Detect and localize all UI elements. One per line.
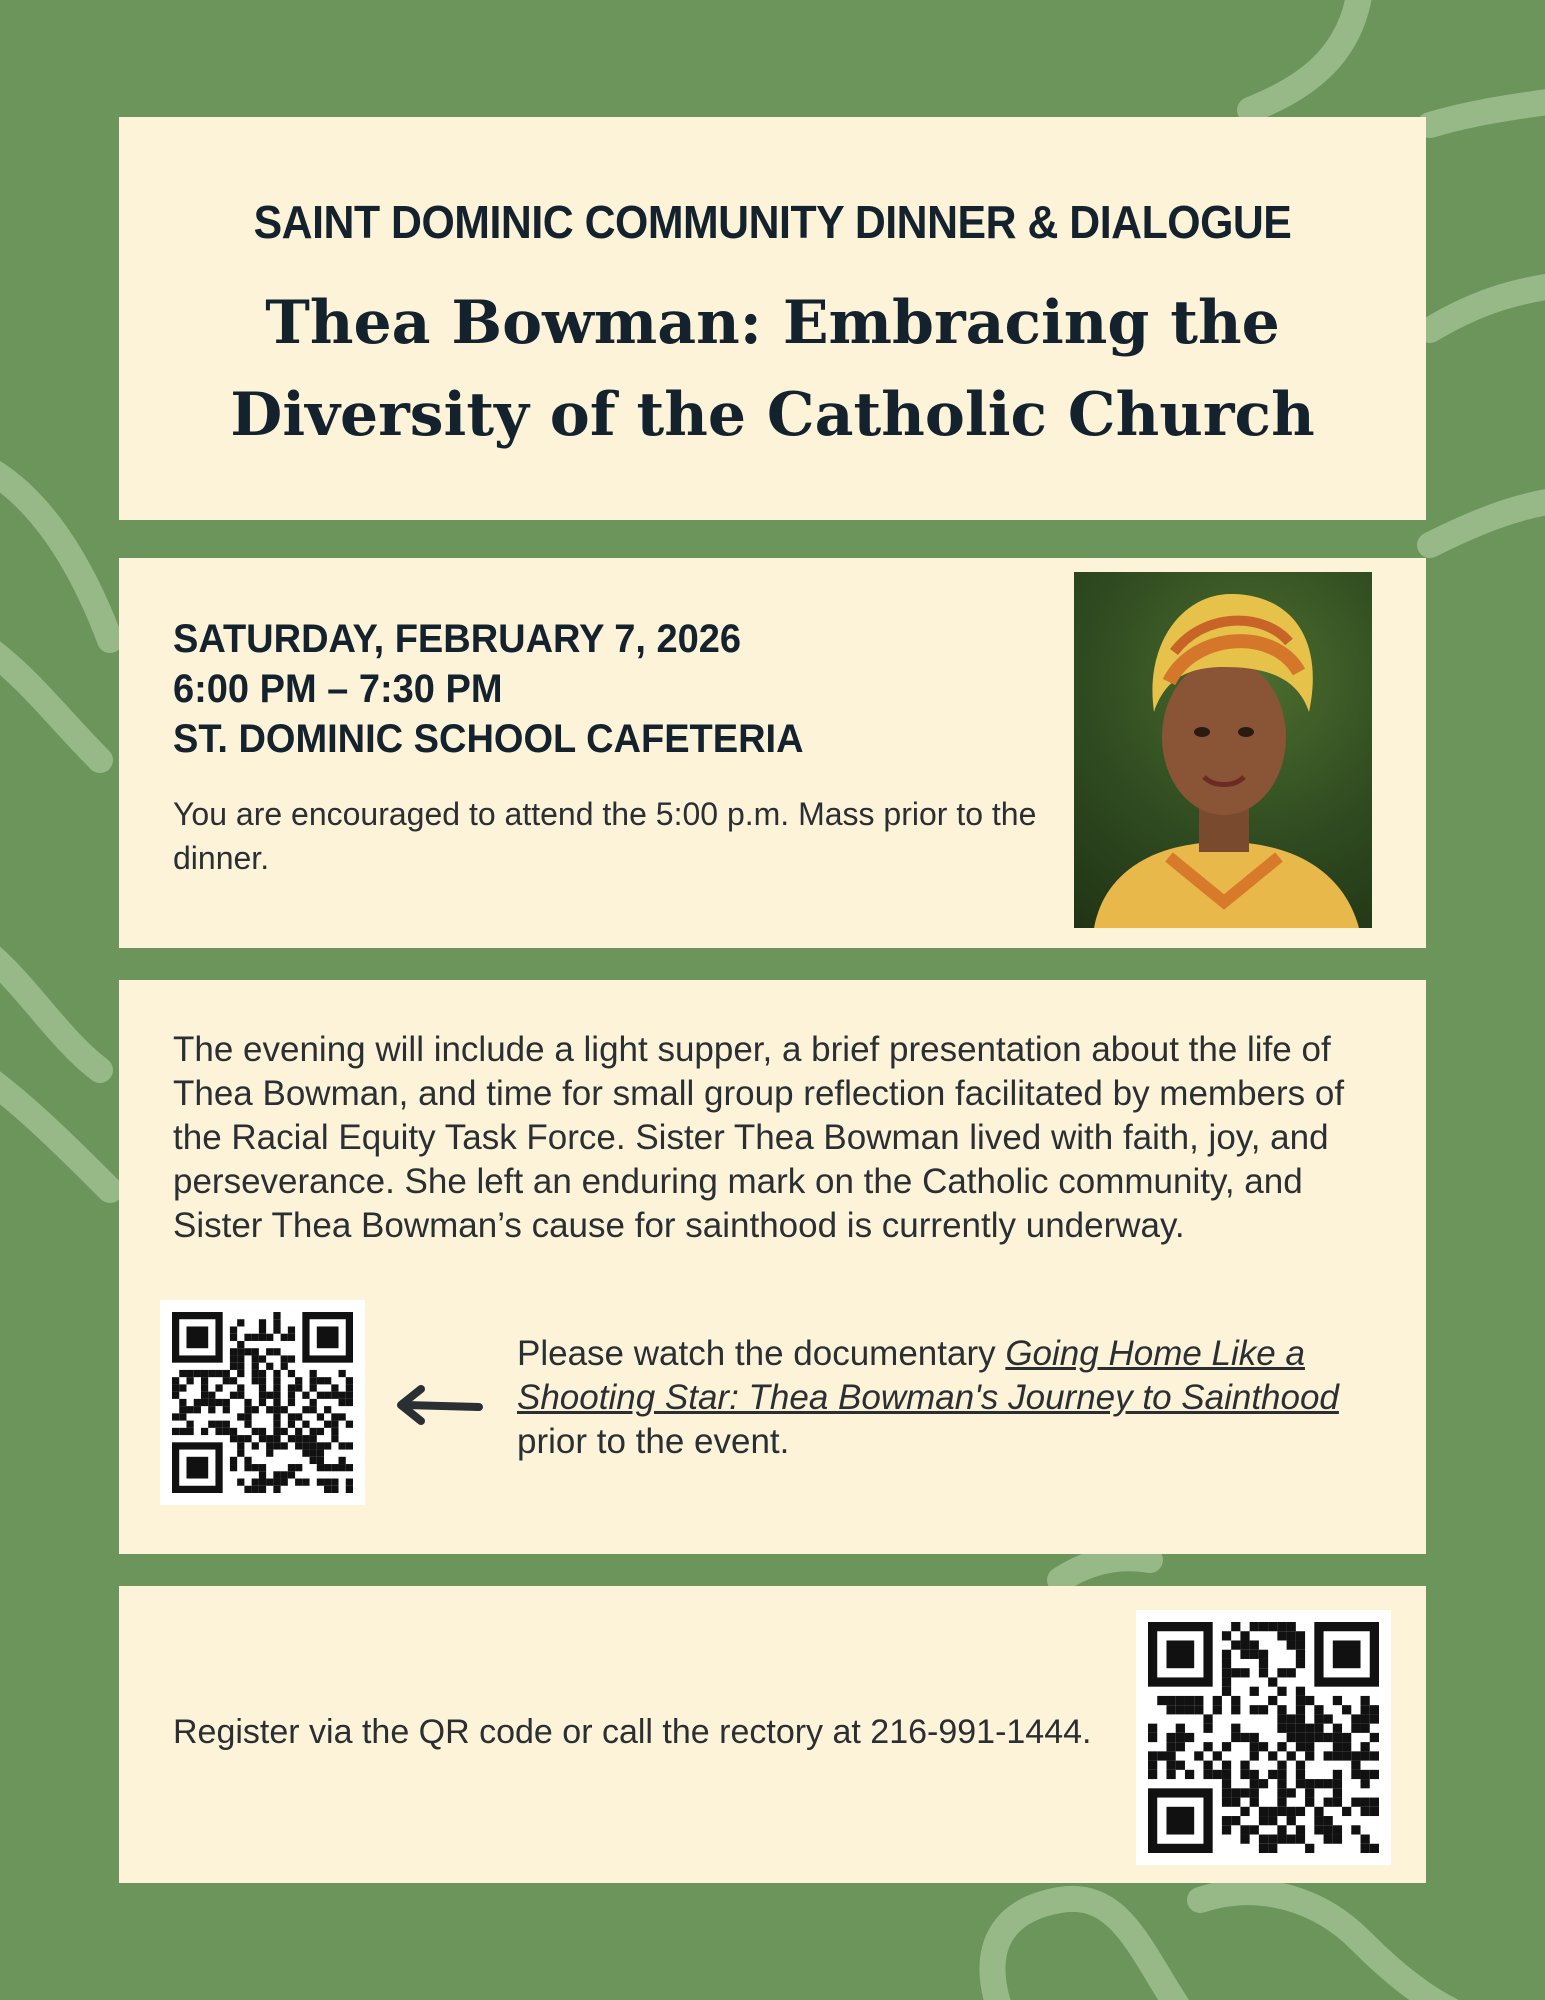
event-title-line1: Thea Bowman: Embracing the	[265, 288, 1280, 358]
details-panel	[119, 980, 1426, 1554]
register-text: Register via the QR code or call the rectory at 216-991-1444.	[173, 1713, 1092, 1751]
registration-qr-code[interactable]	[1136, 1610, 1391, 1865]
event-date: SATURDAY, FEBRUARY 7, 2026	[173, 617, 742, 661]
event-description: The evening will include a light supper, a brief presentation about the life of Thea Bowman, and time for small group reflection facilitated by members of the Racial Equity Task Force. Sister Thea Bowman lived with faith, joy, and perseverance. She left an enduring mark on the Catholic community, and Sister Thea Bowman’s cause for sainthood is currently underway.	[173, 1030, 1345, 1245]
documentary-suffix: prior to the event.	[517, 1422, 790, 1461]
qr-code-icon	[1148, 1622, 1379, 1853]
documentary-link[interactable]: Going Home Like a Shooting Star: Thea Bowman's Journey to Sainthood	[517, 1334, 1339, 1417]
mass-note: You are encouraged to attend the 5:00 p.m. Mass prior to the dinner.	[173, 796, 1037, 876]
header-panel	[119, 117, 1426, 520]
arrow-left-icon	[387, 1375, 487, 1435]
event-info-panel	[119, 558, 1426, 948]
event-title	[119, 277, 1426, 461]
portrait-image	[1074, 572, 1372, 928]
documentary-note	[517, 1332, 1397, 1464]
event-details	[173, 614, 837, 764]
documentary-qr-code[interactable]	[160, 1300, 365, 1505]
documentary-prefix: Please watch the documentary	[517, 1334, 1006, 1373]
event-time: 6:00 PM – 7:30 PM	[173, 667, 503, 711]
event-kicker: SAINT DOMINIC COMMUNITY DINNER & DIALOGUE	[253, 196, 1292, 248]
qr-code-icon	[172, 1312, 353, 1493]
register-panel	[119, 1586, 1426, 1883]
event-title-line2: Diversity of the Catholic Church	[230, 380, 1315, 450]
event-location: ST. DOMINIC SCHOOL CAFETERIA	[173, 717, 804, 761]
